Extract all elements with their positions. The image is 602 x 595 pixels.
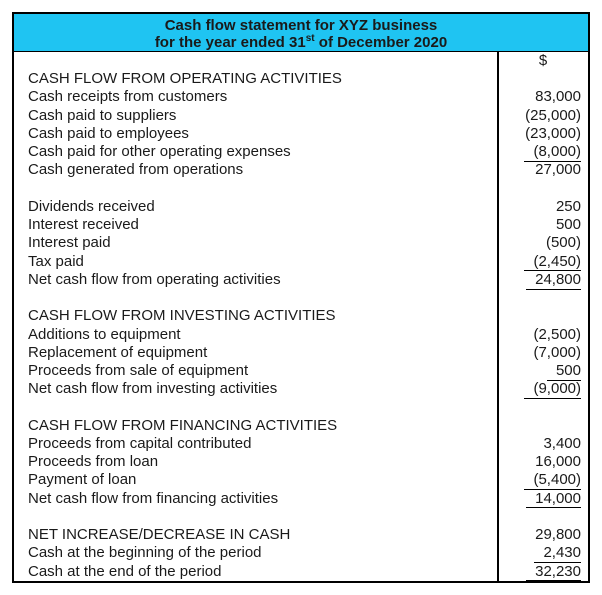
row-value: [497, 417, 588, 435]
row-value: [497, 161, 588, 179]
row-label: Cash receipts from customers: [28, 88, 228, 106]
row-value-text: 16,000: [535, 453, 581, 471]
row-value: [497, 125, 588, 143]
row-label: Proceeds from sale of equipment: [28, 361, 249, 379]
row-label: [14, 180, 497, 198]
row-value: [497, 107, 588, 125]
row-value: [497, 271, 588, 289]
row-value-text: (7,000): [533, 343, 581, 361]
row-label: Cash paid to employees: [28, 124, 189, 142]
statement-row: [14, 435, 588, 453]
row-value: [497, 326, 588, 344]
row-label: Payment of loan: [28, 471, 137, 489]
row-label: Proceeds from loan: [28, 453, 159, 471]
row-value: [497, 70, 588, 88]
row-value-text: 3,400: [543, 434, 581, 452]
row-label: Cash paid for other operating expenses: [28, 143, 291, 161]
title-line2-prefix: for the year ended 31: [154, 33, 306, 51]
row-value: [497, 198, 588, 216]
statement-row: [14, 307, 588, 325]
statement-row: [14, 326, 588, 344]
statement-row: [14, 289, 588, 307]
statement-body: [14, 52, 588, 581]
row-value-text: (2,450): [524, 254, 581, 272]
row-value-text: 14,000: [526, 491, 581, 509]
title-line2-superscript: st: [305, 32, 315, 44]
row-value-text: 29,800: [535, 526, 581, 544]
row-value-text: 27,000: [535, 161, 581, 179]
row-value-text: (25,000): [525, 106, 581, 124]
statement-row: [14, 417, 588, 435]
row-value: [497, 344, 588, 362]
row-value-text: 500: [555, 216, 581, 234]
statement-row: [14, 471, 588, 489]
statement-title-line2: [14, 34, 588, 51]
row-value-text: (23,000): [525, 124, 581, 142]
statement-row: [14, 490, 588, 508]
row-value: [497, 216, 588, 234]
statement-row: [14, 453, 588, 471]
row-label: CASH FLOW FROM OPERATING ACTIVITIES: [28, 70, 342, 88]
row-value: [497, 435, 588, 453]
statement-row: [14, 344, 588, 362]
row-value-text: (2,500): [533, 325, 581, 343]
row-label: [14, 289, 497, 307]
row-value: [497, 563, 588, 581]
row-label: Net cash flow from operating activities: [28, 270, 281, 288]
statement-row: [14, 88, 588, 106]
row-value: [497, 380, 588, 398]
statement-row: [14, 143, 588, 161]
row-label: Cash at the end of the period: [28, 562, 222, 580]
row-value: [497, 180, 588, 198]
row-value: [497, 508, 588, 526]
row-label: Tax paid: [28, 252, 84, 270]
row-label: Replacement of equipment: [28, 343, 208, 361]
row-value: [497, 289, 588, 307]
row-value: [497, 88, 588, 106]
row-label: Interest paid: [28, 234, 111, 252]
statement-row: [14, 216, 588, 234]
row-value: [497, 453, 588, 471]
statement-row: [14, 380, 588, 398]
row-label: Proceeds from capital contributed: [28, 434, 252, 452]
row-label: Net cash flow from investing activities: [28, 380, 278, 398]
row-value: [497, 490, 588, 508]
row-label: Cash at the beginning of the period: [28, 544, 262, 562]
statement-row: [14, 234, 588, 252]
row-label: Net cash flow from financing activities: [28, 489, 279, 507]
currency-header-row: [14, 52, 588, 70]
row-label: CASH FLOW FROM INVESTING ACTIVITIES: [28, 307, 336, 325]
statement-row: [14, 107, 588, 125]
row-label: Interest received: [28, 216, 139, 234]
row-label: NET INCREASE/DECREASE IN CASH: [28, 526, 291, 544]
statement-rows: [14, 70, 588, 581]
currency-header-spacer: [14, 52, 497, 70]
row-value: [497, 253, 588, 271]
row-value: [497, 471, 588, 489]
statement-row: [14, 180, 588, 198]
row-value-text: (5,400): [524, 472, 581, 490]
row-value: [497, 143, 588, 161]
statement-row: [14, 70, 588, 88]
row-value-text: 2,430: [534, 545, 581, 563]
statement-row: [14, 526, 588, 544]
row-value-text: (8,000): [524, 144, 581, 162]
statement-row: [14, 544, 588, 562]
statement-row: [14, 198, 588, 216]
row-label: Cash generated from operations: [28, 161, 244, 179]
statement-row: [14, 398, 588, 416]
statement-header: [14, 14, 588, 52]
row-value: [497, 362, 588, 380]
row-value-text: 250: [555, 197, 581, 215]
row-label: CASH FLOW FROM FINANCING ACTIVITIES: [28, 416, 338, 434]
column-divider-line: [497, 52, 499, 581]
statement-title-line1: Cash flow statement for XYZ business: [164, 16, 438, 34]
statement-row: [14, 253, 588, 271]
row-value-text: 24,800: [526, 272, 581, 290]
row-value-text: 83,000: [535, 88, 581, 106]
statement-row: [14, 563, 588, 581]
row-value: [497, 307, 588, 325]
row-value: [497, 398, 588, 416]
statement-row: [14, 362, 588, 380]
row-value: [497, 544, 588, 562]
row-label: Additions to equipment: [28, 325, 181, 343]
row-value: [497, 234, 588, 252]
statement-row: [14, 125, 588, 143]
row-label: Cash paid to suppliers: [28, 106, 177, 124]
currency-header: $: [538, 52, 548, 69]
row-label: [14, 398, 497, 416]
statement-row: [14, 271, 588, 289]
row-value-text: 32,230: [526, 564, 581, 581]
row-value-text: 500: [547, 363, 581, 381]
statement-row: [14, 508, 588, 526]
row-value-text: (500): [545, 234, 581, 252]
row-value-text: (9,000): [524, 381, 581, 399]
row-value: [497, 526, 588, 544]
title-line2-suffix: of December 2020: [314, 33, 448, 51]
cash-flow-statement-table: [12, 12, 590, 583]
statement-row: [14, 161, 588, 179]
row-label: Dividends received: [28, 197, 155, 215]
row-label: [14, 508, 497, 526]
